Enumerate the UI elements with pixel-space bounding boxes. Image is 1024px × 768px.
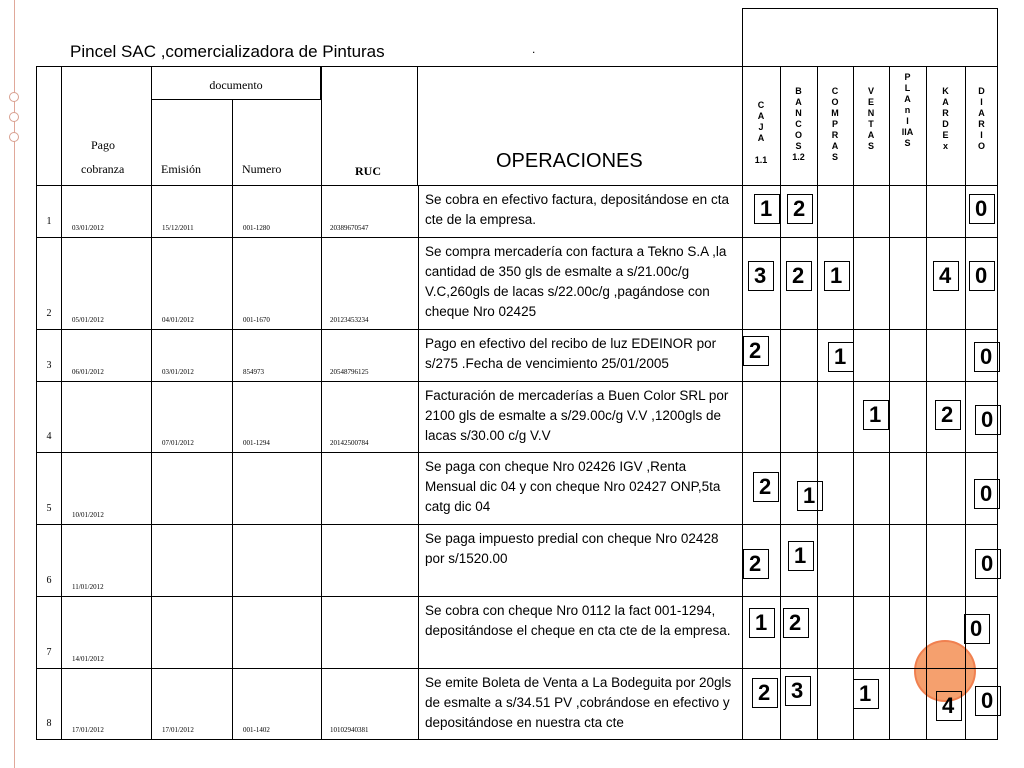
sequence-cell <box>889 597 926 669</box>
ruc-cell <box>321 525 418 597</box>
row-number-cell: 7 <box>36 597 61 669</box>
sequence-cell <box>817 669 853 740</box>
sequence-column-label: V E N T A S <box>867 86 875 151</box>
ruc-cell: 20142500784 <box>321 382 418 453</box>
operation-description: Pago en efectivo del recibo de luz EDEINOR por s/275 .Fecha de vencimiento 25/01/2005 <box>418 330 742 382</box>
numero-cell: 001-1402 <box>232 669 321 740</box>
operation-description: Se paga con cheque Nro 02426 IGV ,Renta Mensual dic 04 y con cheque Nro 02427 ONP,5ta catg dic 04 <box>418 453 742 525</box>
numero-cell: 854973 <box>232 330 321 382</box>
operaciones-header: OPERACIONES <box>496 150 643 172</box>
row-number-cell: 6 <box>36 525 61 597</box>
cobranza-header: cobranza <box>81 162 125 176</box>
sequence-column-label: C O M P R A S <box>831 86 839 162</box>
numero-cell: 001-1294 <box>232 382 321 453</box>
sequence-cell <box>926 186 965 238</box>
emision-cell: 17/01/2012 <box>151 669 232 740</box>
emision-cell: 07/01/2012 <box>151 382 232 453</box>
sequence-cell <box>853 238 889 330</box>
sequence-mark: 0 <box>980 344 993 369</box>
row-number-cell: 3 <box>36 330 61 382</box>
emision-cell: 03/01/2012 <box>151 330 232 382</box>
numero-header: Numero <box>242 162 282 176</box>
ruc-header: RUC <box>321 66 418 186</box>
operation-description: Se emite Boleta de Venta a La Bodeguita por 20gls de esmalte a s/34.51 PV ,cobrándose en efectivo y depositándose en nuestra cta cte <box>418 669 742 740</box>
row-number-cell: 8 <box>36 669 61 740</box>
numero-cell: 001-1280 <box>232 186 321 238</box>
sequence-column-label: C A J A 1.1 <box>754 100 768 165</box>
sequence-cell <box>817 525 853 597</box>
pago-header: Pago <box>91 138 115 152</box>
sequence-cell <box>780 382 817 453</box>
emision-cell <box>151 453 232 525</box>
sequence-mark: 2 <box>758 680 771 705</box>
ruc-cell: 20123453234 <box>321 238 418 330</box>
pago-cell <box>61 382 151 453</box>
emision-cell <box>151 597 232 669</box>
operation-description: Se compra mercadería con factura a Tekno S.A ,la cantidad de 350 gls de esmalte a s/21.00c/g V.C,260gls de lacas s/22.00c/g ,pagándose con cheque Nro 02425 <box>418 238 742 330</box>
sequence-cell <box>889 453 926 525</box>
sequence-mark: 0 <box>975 263 988 288</box>
sequence-column-label: D I A R I O <box>977 86 985 151</box>
sequence-mark: 2 <box>759 474 772 499</box>
sequence-cell <box>853 453 889 525</box>
sequence-cell <box>853 597 889 669</box>
sequence-mark: 1 <box>755 610 768 635</box>
sequence-mark: 0 <box>981 407 994 432</box>
pago-cell: 06/01/2012 <box>61 330 151 382</box>
sequence-mark: 1 <box>803 483 816 508</box>
sequence-cell <box>889 382 926 453</box>
sequence-cell <box>889 238 926 330</box>
ruc-cell <box>321 453 418 525</box>
sequence-mark: 0 <box>970 616 983 641</box>
sequence-mark: 2 <box>789 610 802 635</box>
documento-header: documento <box>151 66 321 100</box>
ruc-cell: 10102940381 <box>321 669 418 740</box>
sequence-cell <box>889 186 926 238</box>
numero-cell: 001-1670 <box>232 238 321 330</box>
sequence-cell <box>926 597 965 669</box>
sequence-mark: 2 <box>941 402 954 427</box>
sequence-mark: 1 <box>859 681 872 706</box>
emision-cell <box>151 525 232 597</box>
sequence-mark: 0 <box>981 688 994 713</box>
pago-cell: 05/01/2012 <box>61 238 151 330</box>
sequence-cell <box>817 597 853 669</box>
sequence-cell <box>742 382 780 453</box>
sequence-cell <box>780 330 817 382</box>
emision-cell: 04/01/2012 <box>151 238 232 330</box>
sequence-cell <box>926 525 965 597</box>
sequence-mark: 3 <box>791 678 804 703</box>
sequence-mark: 0 <box>980 481 993 506</box>
sequence-mark: 2 <box>749 551 762 576</box>
sequence-cell <box>926 453 965 525</box>
operation-description: Facturación de mercaderías a Buen Color SRL por 2100 gls de esmalte a s/29.00c/g V.V ,1200gls de lacas s/30.00 c/g V.V <box>418 382 742 453</box>
ruc-cell: 20389670547 <box>321 186 418 238</box>
sequence-mark: 1 <box>834 344 847 369</box>
operation-description: Se cobra en efectivo factura, depositándose en cta cte de la empresa. <box>418 186 742 238</box>
sequence-mark: 1 <box>760 196 773 221</box>
pago-cell: 10/01/2012 <box>61 453 151 525</box>
sequence-column-label: K A R D E x <box>942 86 949 151</box>
sequence-mark: 2 <box>749 338 762 363</box>
sequence-cell <box>926 330 965 382</box>
sequence-cell <box>889 669 926 740</box>
sequence-mark: 3 <box>754 263 767 288</box>
pago-cell: 14/01/2012 <box>61 597 151 669</box>
sequence-cell <box>853 330 889 382</box>
sequence-cell <box>853 186 889 238</box>
operation-description: Se cobra con cheque Nro 0112 la fact 001-1294, depositándose el cheque en cta cte de la empresa. <box>418 597 742 669</box>
ruc-cell <box>321 597 418 669</box>
secuencia-label <box>742 48 998 64</box>
sequence-column-label: P L A n I llA S <box>901 72 914 148</box>
pago-cell: 17/01/2012 <box>61 669 151 740</box>
row-number-cell: 4 <box>36 382 61 453</box>
emision-header: Emisión <box>161 162 202 176</box>
pago-cell: 11/01/2012 <box>61 525 151 597</box>
slide-decoration-dot <box>9 112 19 122</box>
pago-cell: 03/01/2012 <box>61 186 151 238</box>
sequence-mark: 4 <box>939 263 952 288</box>
sequence-mark: 1 <box>830 263 843 288</box>
slide-decoration-dot <box>9 92 19 102</box>
sequence-cell <box>889 330 926 382</box>
numero-cell <box>232 453 321 525</box>
title-dot: . <box>532 42 536 56</box>
page-title: Pincel SAC ,comercializadora de Pinturas <box>70 42 385 61</box>
ruc-cell: 20548796125 <box>321 330 418 382</box>
sequence-mark: 2 <box>792 263 805 288</box>
row-number-cell: 1 <box>36 186 61 238</box>
row-number-cell: 2 <box>36 238 61 330</box>
sequence-mark: 0 <box>975 196 988 221</box>
sequence-mark: 0 <box>981 551 994 576</box>
sequence-column-label: B A N C O S 1.2 <box>792 86 805 162</box>
sequence-mark: 1 <box>794 543 807 568</box>
sequence-mark: 1 <box>869 402 882 427</box>
sequence-cell <box>853 525 889 597</box>
emision-cell: 15/12/2011 <box>151 186 232 238</box>
sequence-mark: 2 <box>793 196 806 221</box>
sequence-cell <box>817 382 853 453</box>
sequence-cell <box>817 186 853 238</box>
slide-decoration-dot <box>9 132 19 142</box>
row-number-cell: 5 <box>36 453 61 525</box>
sequence-mark: 4 <box>942 693 955 718</box>
numero-cell <box>232 525 321 597</box>
sequence-cell <box>889 525 926 597</box>
operation-description: Se paga impuesto predial con cheque Nro 02428 por s/1520.00 <box>418 525 742 597</box>
numero-cell <box>232 597 321 669</box>
